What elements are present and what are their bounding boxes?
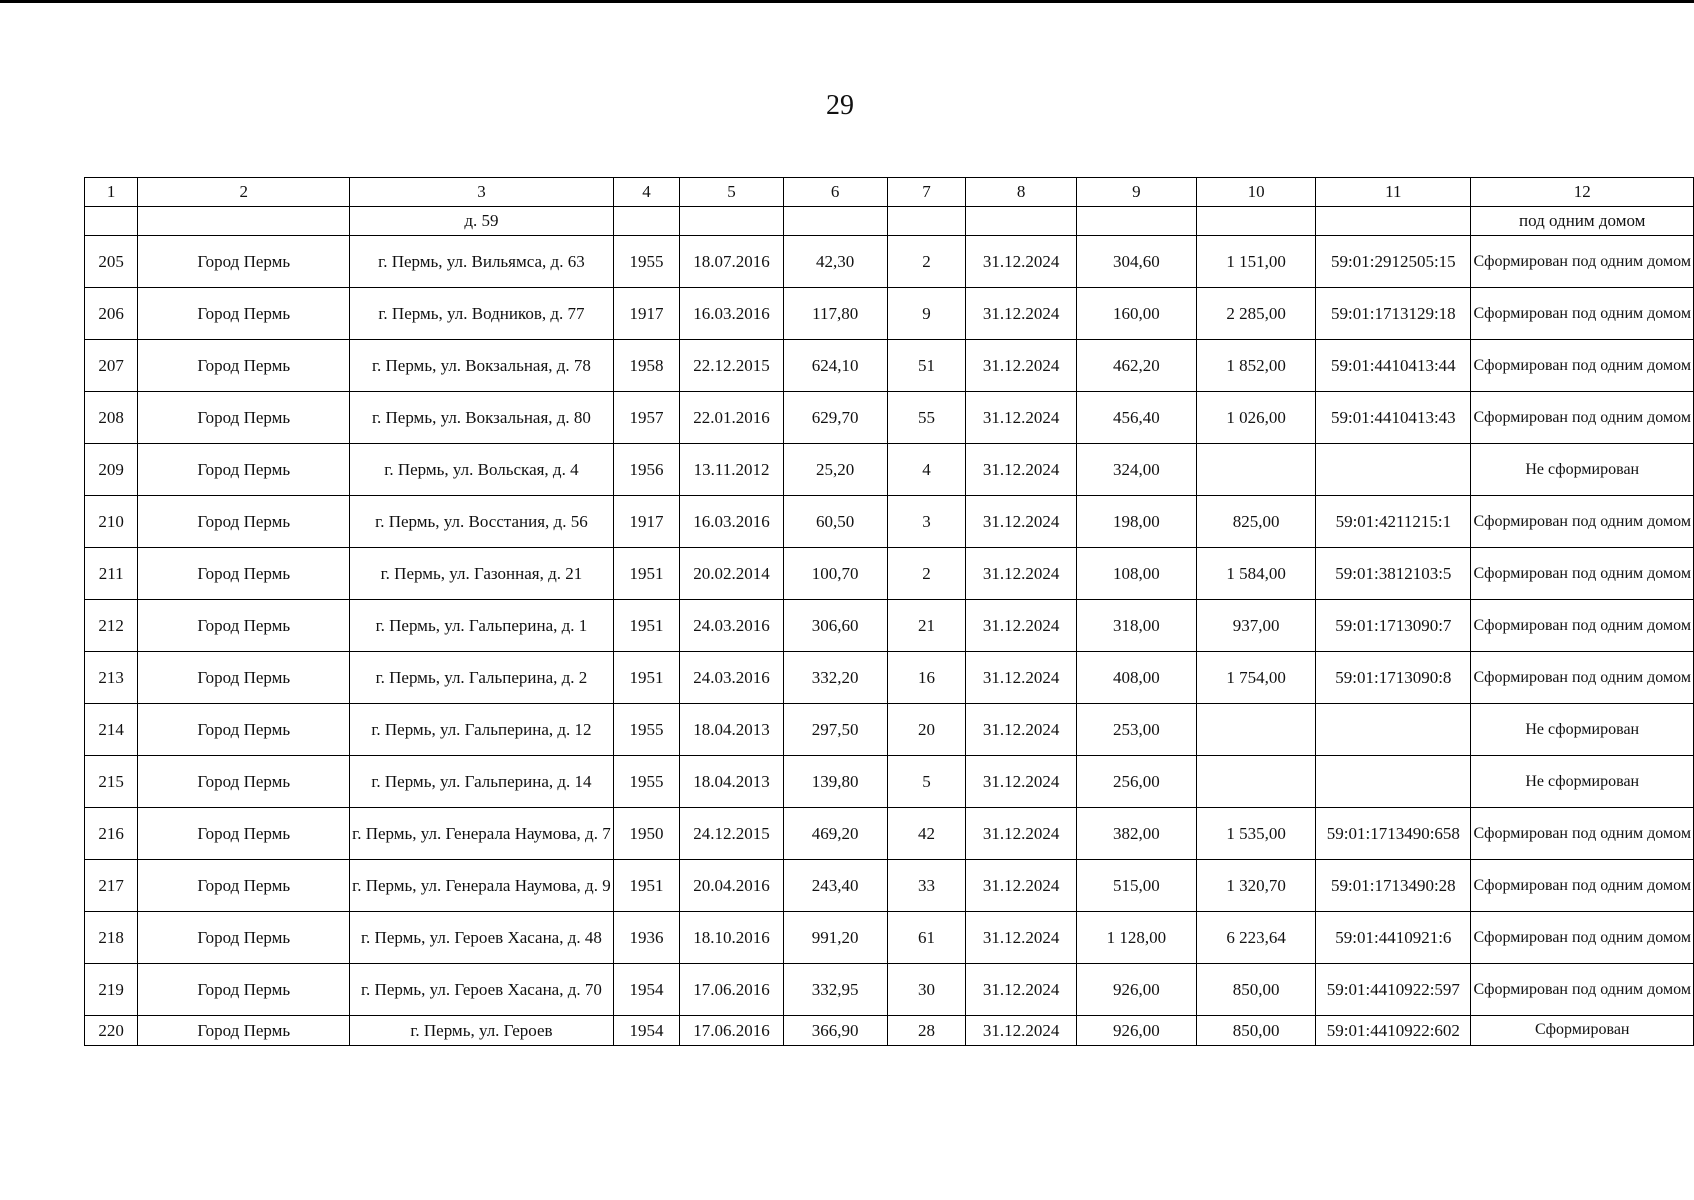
year-built-cell: 1936 bbox=[613, 912, 680, 964]
date-cell: 20.04.2016 bbox=[680, 860, 783, 912]
land-area-cell bbox=[1196, 756, 1315, 808]
area-cell: 408,00 bbox=[1076, 652, 1196, 704]
year-built-cell: 1917 bbox=[613, 288, 680, 340]
column-header: 7 bbox=[887, 178, 966, 207]
land-area-cell: 1 026,00 bbox=[1196, 392, 1315, 444]
count-cell: 21 bbox=[887, 600, 966, 652]
address-cell: г. Пермь, ул. Вокзальная, д. 80 bbox=[350, 392, 614, 444]
table-row bbox=[85, 652, 1694, 704]
area-cell: 332,20 bbox=[783, 652, 887, 704]
area-cell: 926,00 bbox=[1076, 964, 1196, 1016]
cadastral-number-cell: 59:01:2912505:15 bbox=[1316, 236, 1471, 288]
cadastral-number-cell: 59:01:4211215:1 bbox=[1316, 496, 1471, 548]
year-built-cell: 1950 bbox=[613, 808, 680, 860]
address-cell: г. Пермь, ул. Восстания, д. 56 bbox=[350, 496, 614, 548]
deadline-cell: 31.12.2024 bbox=[966, 912, 1076, 964]
status-cell: Сформирован под одним домом bbox=[1471, 340, 1694, 392]
land-area-cell: 1 584,00 bbox=[1196, 548, 1315, 600]
municipality-cell: Город Пермь bbox=[138, 340, 350, 392]
deadline-cell: 31.12.2024 bbox=[966, 600, 1076, 652]
deadline-cell: 31.12.2024 bbox=[966, 288, 1076, 340]
row-number-cell: 205 bbox=[85, 236, 138, 288]
date-cell: 18.07.2016 bbox=[680, 236, 783, 288]
address-cell: г. Пермь, ул. Вильямса, д. 63 bbox=[350, 236, 614, 288]
count-cell: 61 bbox=[887, 912, 966, 964]
date-cell: 17.06.2016 bbox=[680, 1016, 783, 1046]
municipality-cell: Город Пермь bbox=[138, 1016, 350, 1046]
land-area-cell: 2 285,00 bbox=[1196, 288, 1315, 340]
cadastral-number-cell: 59:01:1713129:18 bbox=[1316, 288, 1471, 340]
area-cell: 515,00 bbox=[1076, 860, 1196, 912]
address-cell: г. Пермь, ул. Гальперина, д. 12 bbox=[350, 704, 614, 756]
table-cell bbox=[1196, 207, 1315, 236]
municipality-cell: Город Пермь bbox=[138, 912, 350, 964]
area-cell: 462,20 bbox=[1076, 340, 1196, 392]
address-cell: г. Пермь, ул. Вокзальная, д. 78 bbox=[350, 340, 614, 392]
land-area-cell: 825,00 bbox=[1196, 496, 1315, 548]
cadastral-number-cell: 59:01:3812103:5 bbox=[1316, 548, 1471, 600]
municipality-cell: Город Пермь bbox=[138, 704, 350, 756]
table-cell bbox=[783, 207, 887, 236]
deadline-cell: 31.12.2024 bbox=[966, 236, 1076, 288]
date-cell: 18.04.2013 bbox=[680, 756, 783, 808]
column-header: 9 bbox=[1076, 178, 1196, 207]
year-built-cell: 1956 bbox=[613, 444, 680, 496]
column-header: 12 bbox=[1471, 178, 1694, 207]
count-cell: 33 bbox=[887, 860, 966, 912]
address-cell: г. Пермь, ул. Генерала Наумова, д. 9 bbox=[350, 860, 614, 912]
address-cell: г. Пермь, ул. Героев Хасана, д. 48 bbox=[350, 912, 614, 964]
status-cell: Сформирован под одним домом bbox=[1471, 288, 1694, 340]
year-built-cell: 1951 bbox=[613, 652, 680, 704]
year-built-cell: 1951 bbox=[613, 860, 680, 912]
table-row bbox=[85, 548, 1694, 600]
date-cell: 13.11.2012 bbox=[680, 444, 783, 496]
row-number-cell: 209 bbox=[85, 444, 138, 496]
cadastral-number-cell: 59:01:1713090:7 bbox=[1316, 600, 1471, 652]
area-cell: 139,80 bbox=[783, 756, 887, 808]
row-number-cell: 207 bbox=[85, 340, 138, 392]
area-cell: 456,40 bbox=[1076, 392, 1196, 444]
year-built-cell: 1954 bbox=[613, 1016, 680, 1046]
land-area-cell bbox=[1196, 444, 1315, 496]
cadastral-number-cell: 59:01:4410922:602 bbox=[1316, 1016, 1471, 1046]
table-row bbox=[85, 340, 1694, 392]
count-cell: 5 bbox=[887, 756, 966, 808]
land-area-cell: 1 754,00 bbox=[1196, 652, 1315, 704]
municipality-cell: Город Пермь bbox=[138, 964, 350, 1016]
land-area-cell: 850,00 bbox=[1196, 964, 1315, 1016]
table-row bbox=[85, 704, 1694, 756]
count-cell: 28 bbox=[887, 1016, 966, 1046]
area-cell: 629,70 bbox=[783, 392, 887, 444]
area-cell: 25,20 bbox=[783, 444, 887, 496]
status-cell bbox=[1471, 1016, 1694, 1046]
area-cell: 324,00 bbox=[1076, 444, 1196, 496]
status-cell: Сформирован под одним домом bbox=[1471, 964, 1694, 1016]
land-area-cell: 937,00 bbox=[1196, 600, 1315, 652]
date-cell: 24.03.2016 bbox=[680, 600, 783, 652]
table-cell bbox=[1076, 207, 1196, 236]
count-cell: 51 bbox=[887, 340, 966, 392]
deadline-cell: 31.12.2024 bbox=[966, 860, 1076, 912]
count-cell: 16 bbox=[887, 652, 966, 704]
row-number-cell: 219 bbox=[85, 964, 138, 1016]
area-cell: 304,60 bbox=[1076, 236, 1196, 288]
area-cell: 117,80 bbox=[783, 288, 887, 340]
cadastral-number-cell: 59:01:4410922:597 bbox=[1316, 964, 1471, 1016]
status-cell: Не сформирован bbox=[1471, 444, 1694, 496]
housing-registry-table bbox=[84, 177, 1694, 1046]
area-cell: 100,70 bbox=[783, 548, 887, 600]
municipality-cell: Город Пермь bbox=[138, 236, 350, 288]
column-header: 3 bbox=[350, 178, 614, 207]
count-cell: 9 bbox=[887, 288, 966, 340]
land-area-cell: 1 852,00 bbox=[1196, 340, 1315, 392]
table-row bbox=[85, 600, 1694, 652]
status-cell: Не сформирован bbox=[1471, 704, 1694, 756]
deadline-cell: 31.12.2024 bbox=[966, 340, 1076, 392]
status-cell: Сформирован под одним домом bbox=[1471, 236, 1694, 288]
table-row bbox=[85, 496, 1694, 548]
status-cell: Сформирован под одним домом bbox=[1471, 600, 1694, 652]
municipality-cell: Город Пермь bbox=[138, 548, 350, 600]
row-number-cell: 210 bbox=[85, 496, 138, 548]
address-cell: г. Пермь, ул. Генерала Наумова, д. 7 bbox=[350, 808, 614, 860]
table-row bbox=[85, 964, 1694, 1016]
table-cell bbox=[1316, 207, 1471, 236]
status-cell: Сформирован под одним домом bbox=[1471, 652, 1694, 704]
date-cell: 18.10.2016 bbox=[680, 912, 783, 964]
area-cell: 366,90 bbox=[783, 1016, 887, 1046]
row-number-cell: 212 bbox=[85, 600, 138, 652]
municipality-cell: Город Пермь bbox=[138, 808, 350, 860]
address-cell: д. 59 bbox=[350, 207, 614, 236]
column-header: 11 bbox=[1316, 178, 1471, 207]
column-header: 6 bbox=[783, 178, 887, 207]
table-cell bbox=[680, 207, 783, 236]
date-cell: 22.01.2016 bbox=[680, 392, 783, 444]
column-header: 10 bbox=[1196, 178, 1315, 207]
year-built-cell: 1955 bbox=[613, 756, 680, 808]
row-number-cell: 211 bbox=[85, 548, 138, 600]
land-area-cell bbox=[1196, 704, 1315, 756]
table-row bbox=[85, 1016, 1694, 1046]
year-built-cell: 1951 bbox=[613, 548, 680, 600]
area-cell: 108,00 bbox=[1076, 548, 1196, 600]
land-area-cell: 6 223,64 bbox=[1196, 912, 1315, 964]
status-cell: Сформирован под одним домом bbox=[1471, 808, 1694, 860]
year-built-cell: 1957 bbox=[613, 392, 680, 444]
area-cell: 332,95 bbox=[783, 964, 887, 1016]
year-built-cell: 1958 bbox=[613, 340, 680, 392]
cadastral-number-cell: 59:01:4410413:44 bbox=[1316, 340, 1471, 392]
deadline-cell: 31.12.2024 bbox=[966, 964, 1076, 1016]
column-header: 8 bbox=[966, 178, 1076, 207]
deadline-cell: 31.12.2024 bbox=[966, 808, 1076, 860]
status-text: Сформирован bbox=[1534, 1020, 1630, 1038]
municipality-cell: Город Пермь bbox=[138, 288, 350, 340]
area-cell: 624,10 bbox=[783, 340, 887, 392]
status-cell: под одним домом bbox=[1471, 207, 1694, 236]
cadastral-number-cell bbox=[1316, 444, 1471, 496]
municipality-cell: Город Пермь bbox=[138, 652, 350, 704]
municipality-cell: Город Пермь bbox=[138, 756, 350, 808]
continuation-row bbox=[85, 207, 1694, 236]
address-cell: г. Пермь, ул. Вольская, д. 4 bbox=[350, 444, 614, 496]
column-header: 4 bbox=[613, 178, 680, 207]
status-cell: Не сформирован bbox=[1471, 756, 1694, 808]
row-number-cell: 214 bbox=[85, 704, 138, 756]
row-number-cell: 216 bbox=[85, 808, 138, 860]
table-row bbox=[85, 236, 1694, 288]
table-cell bbox=[613, 207, 680, 236]
row-number-cell: 215 bbox=[85, 756, 138, 808]
address-cell: г. Пермь, ул. Водников, д. 77 bbox=[350, 288, 614, 340]
land-area-cell: 1 320,70 bbox=[1196, 860, 1315, 912]
count-cell: 2 bbox=[887, 548, 966, 600]
date-cell: 22.12.2015 bbox=[680, 340, 783, 392]
area-cell: 297,50 bbox=[783, 704, 887, 756]
cadastral-number-cell: 59:01:4410413:43 bbox=[1316, 392, 1471, 444]
date-cell: 20.02.2014 bbox=[680, 548, 783, 600]
status-cell: Сформирован под одним домом bbox=[1471, 392, 1694, 444]
area-cell: 318,00 bbox=[1076, 600, 1196, 652]
count-cell: 20 bbox=[887, 704, 966, 756]
table-cell bbox=[887, 207, 966, 236]
row-number-cell: 206 bbox=[85, 288, 138, 340]
date-cell: 18.04.2013 bbox=[680, 704, 783, 756]
address-cell: г. Пермь, ул. Героев bbox=[350, 1016, 614, 1046]
deadline-cell: 31.12.2024 bbox=[966, 548, 1076, 600]
column-header: 1 bbox=[85, 178, 138, 207]
date-cell: 16.03.2016 bbox=[680, 288, 783, 340]
count-cell: 55 bbox=[887, 392, 966, 444]
table-row bbox=[85, 392, 1694, 444]
land-area-cell: 1 151,00 bbox=[1196, 236, 1315, 288]
date-cell: 16.03.2016 bbox=[680, 496, 783, 548]
row-number-cell: 217 bbox=[85, 860, 138, 912]
area-cell: 60,50 bbox=[783, 496, 887, 548]
cadastral-number-cell: 59:01:1713090:8 bbox=[1316, 652, 1471, 704]
deadline-cell: 31.12.2024 bbox=[966, 444, 1076, 496]
status-cell: Сформирован под одним домом bbox=[1471, 548, 1694, 600]
deadline-cell: 31.12.2024 bbox=[966, 1016, 1076, 1046]
cadastral-number-cell: 59:01:4410921:6 bbox=[1316, 912, 1471, 964]
deadline-cell: 31.12.2024 bbox=[966, 756, 1076, 808]
status-cell: Сформирован под одним домом bbox=[1471, 860, 1694, 912]
municipality-cell: Город Пермь bbox=[138, 860, 350, 912]
table-cell bbox=[85, 207, 138, 236]
land-area-cell: 850,00 bbox=[1196, 1016, 1315, 1046]
area-cell: 253,00 bbox=[1076, 704, 1196, 756]
deadline-cell: 31.12.2024 bbox=[966, 652, 1076, 704]
date-cell: 24.12.2015 bbox=[680, 808, 783, 860]
count-cell: 3 bbox=[887, 496, 966, 548]
municipality-cell: Город Пермь bbox=[138, 496, 350, 548]
count-cell: 2 bbox=[887, 236, 966, 288]
date-cell: 17.06.2016 bbox=[680, 964, 783, 1016]
row-number-cell: 213 bbox=[85, 652, 138, 704]
area-cell: 991,20 bbox=[783, 912, 887, 964]
table-row bbox=[85, 756, 1694, 808]
area-cell: 1 128,00 bbox=[1076, 912, 1196, 964]
year-built-cell: 1955 bbox=[613, 236, 680, 288]
year-built-cell: 1955 bbox=[613, 704, 680, 756]
address-cell: г. Пермь, ул. Газонная, д. 21 bbox=[350, 548, 614, 600]
column-header: 2 bbox=[138, 178, 350, 207]
column-header: 5 bbox=[680, 178, 783, 207]
status-cell: Сформирован под одним домом bbox=[1471, 496, 1694, 548]
date-cell: 24.03.2016 bbox=[680, 652, 783, 704]
year-built-cell: 1954 bbox=[613, 964, 680, 1016]
table-row bbox=[85, 288, 1694, 340]
row-number-cell: 220 bbox=[85, 1016, 138, 1046]
cadastral-number-cell: 59:01:1713490:28 bbox=[1316, 860, 1471, 912]
address-cell: г. Пермь, ул. Гальперина, д. 1 bbox=[350, 600, 614, 652]
address-cell: г. Пермь, ул. Гальперина, д. 2 bbox=[350, 652, 614, 704]
area-cell: 42,30 bbox=[783, 236, 887, 288]
count-cell: 42 bbox=[887, 808, 966, 860]
area-cell: 256,00 bbox=[1076, 756, 1196, 808]
table-row bbox=[85, 860, 1694, 912]
count-cell: 4 bbox=[887, 444, 966, 496]
status-cell: Сформирован под одним домом bbox=[1471, 912, 1694, 964]
cadastral-number-cell bbox=[1316, 704, 1471, 756]
row-number-cell: 218 bbox=[85, 912, 138, 964]
column-number-header-row bbox=[85, 178, 1694, 207]
page-number: 29 bbox=[826, 90, 854, 121]
table-cell bbox=[138, 207, 350, 236]
scan-top-edge bbox=[0, 0, 1694, 3]
area-cell: 382,00 bbox=[1076, 808, 1196, 860]
land-area-cell: 1 535,00 bbox=[1196, 808, 1315, 860]
cadastral-number-cell bbox=[1316, 756, 1471, 808]
year-built-cell: 1917 bbox=[613, 496, 680, 548]
area-cell: 926,00 bbox=[1076, 1016, 1196, 1046]
municipality-cell: Город Пермь bbox=[138, 392, 350, 444]
year-built-cell: 1951 bbox=[613, 600, 680, 652]
deadline-cell: 31.12.2024 bbox=[966, 392, 1076, 444]
count-cell: 30 bbox=[887, 964, 966, 1016]
cadastral-number-cell: 59:01:1713490:658 bbox=[1316, 808, 1471, 860]
table-row bbox=[85, 444, 1694, 496]
area-cell: 160,00 bbox=[1076, 288, 1196, 340]
area-cell: 198,00 bbox=[1076, 496, 1196, 548]
area-cell: 469,20 bbox=[783, 808, 887, 860]
municipality-cell: Город Пермь bbox=[138, 600, 350, 652]
table-row bbox=[85, 912, 1694, 964]
table-cell bbox=[966, 207, 1076, 236]
address-cell: г. Пермь, ул. Героев Хасана, д. 70 bbox=[350, 964, 614, 1016]
municipality-cell: Город Пермь bbox=[138, 444, 350, 496]
deadline-cell: 31.12.2024 bbox=[966, 496, 1076, 548]
area-cell: 306,60 bbox=[783, 600, 887, 652]
deadline-cell: 31.12.2024 bbox=[966, 704, 1076, 756]
address-cell: г. Пермь, ул. Гальперина, д. 14 bbox=[350, 756, 614, 808]
row-number-cell: 208 bbox=[85, 392, 138, 444]
area-cell: 243,40 bbox=[783, 860, 887, 912]
table-row bbox=[85, 808, 1694, 860]
